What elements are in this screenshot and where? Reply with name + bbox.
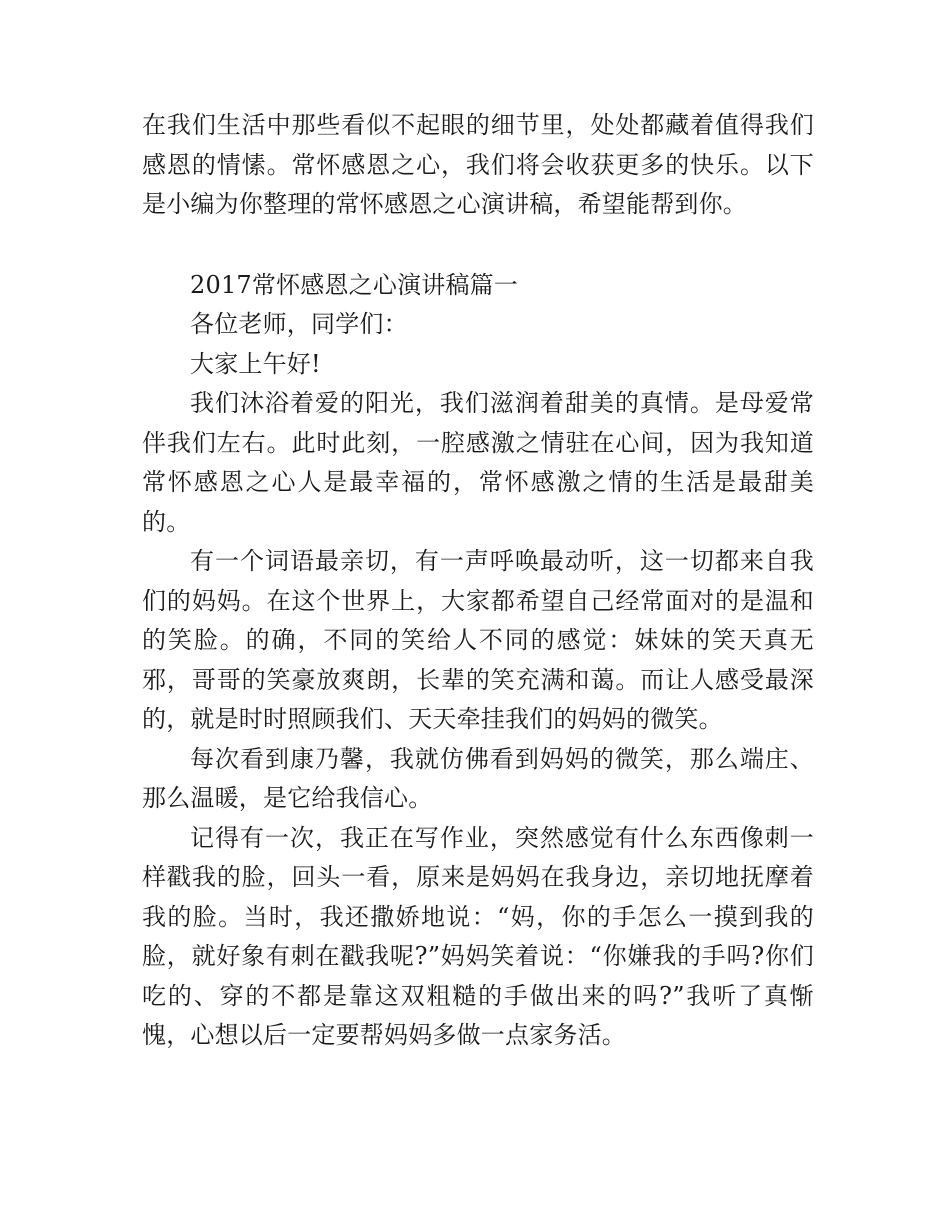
intro-paragraph: 在我们生活中那些看似不起眼的细节里，处处都藏着值得我们感恩的情愫。常怀感恩之心，我们将会收获更多的快乐。以下是小编为你整理的常怀感恩之心演讲稿，希望能帮到你。 bbox=[142, 111, 814, 218]
greeting: 大家上午好! bbox=[190, 349, 321, 378]
paragraph-gap bbox=[142, 225, 814, 266]
salutation: 各位老师，同学们： bbox=[190, 310, 408, 338]
body-paragraph-2: 有一个词语最亲切，有一声呼唤最动听，这一切都来自我们的妈妈。在这个世界上，大家都希望自己经常面对的是温和的笑脸。的确，不同的笑给人不同的感觉：妹妹的笑天真无邪，哥哥的笑豪放爽朗，长辈的笑充满和蔼。而让人感受最深的，就是时时照顾我们、天天牵挂我们的妈妈的微笑。 bbox=[142, 547, 814, 733]
body-paragraph-3: 每次看到康乃馨，我就仿佛看到妈妈的微笑，那么端庄、那么温暖，是它给我信心。 bbox=[142, 744, 814, 812]
body-paragraph-1: 我们沐浴着爱的阳光，我们滋润着甜美的真情。是母爱常伴我们左右。此时此刻，一腔感激之情驻在心间，因为我知道常怀感恩之心人是最幸福的，常怀感激之情的生活是最甜美的。 bbox=[142, 389, 814, 536]
section-heading: 2017常怀感恩之心演讲稿篇一 bbox=[190, 270, 519, 299]
body-paragraph-4: 记得有一次，我正在写作业，突然感觉有什么东西像刺一样戳我的脸，回头一看，原来是妈妈在我身边，亲切地抚摩着我的脸。当时，我还撒娇地说：“妈，你的手怎么一摸到我的脸，就好象有刺在戳我呢?”妈妈笑着说：“你嫌我的手吗?你们吃的、穿的不都是靠这双粗糙的手做出来的吗?”我听了真惭愧，心想以后一定要帮妈妈多做一点家务活。 bbox=[142, 823, 814, 1049]
document-body bbox=[142, 106, 814, 1056]
